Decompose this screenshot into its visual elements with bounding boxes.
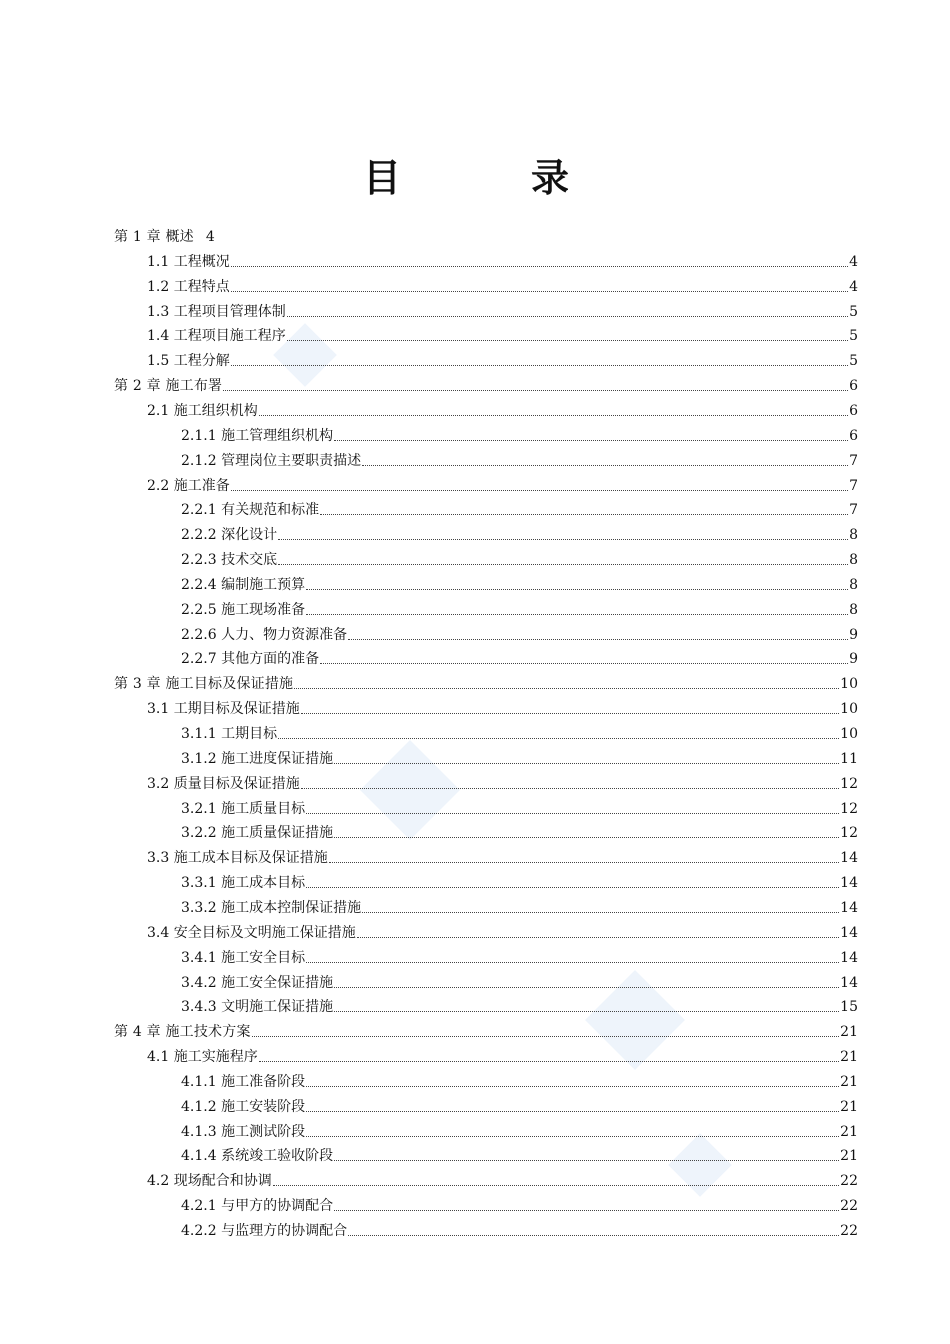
toc-entry-page: 14 [840, 974, 858, 991]
toc-entry-page: 10 [840, 726, 858, 742]
toc-leader-dots [357, 937, 839, 938]
toc-entry[interactable] [147, 299, 858, 321]
toc-entry-page: 21 [840, 1024, 858, 1041]
toc-entry-page: 11 [840, 750, 858, 767]
toc-entry-page: 5 [849, 353, 858, 370]
toc-leader-dots [306, 962, 839, 963]
toc-entry[interactable] [181, 1119, 858, 1141]
toc-entry-page: 10 [840, 701, 858, 718]
toc-entry-label: 2.1.2 管理岗位主要职责描述 [181, 452, 362, 469]
toc-leader-dots [362, 912, 839, 913]
toc-entry-page: 14 [840, 850, 858, 867]
toc-leader-dots [348, 1235, 839, 1236]
toc-entry-page: 7 [849, 452, 858, 469]
toc-entry-page: 4 [849, 278, 858, 295]
toc-entry-page: 4 [849, 253, 858, 270]
toc-leader-dots [231, 490, 848, 491]
toc-leader-dots [362, 465, 848, 466]
toc-leader-dots [334, 1160, 839, 1161]
toc-entry[interactable] [181, 1069, 858, 1091]
toc-entry[interactable] [181, 522, 858, 544]
toc-entry[interactable] [147, 920, 858, 942]
toc-entry[interactable] [181, 622, 858, 644]
toc-entry[interactable] [181, 970, 858, 992]
toc-entry-page: 21 [840, 1049, 858, 1066]
toc-entry-page: 22 [840, 1223, 858, 1239]
toc-entry-page: 12 [840, 825, 858, 842]
toc-leader-dots [306, 1086, 839, 1087]
toc-entry[interactable] [114, 373, 858, 395]
toc-entry-page: 14 [840, 924, 858, 941]
toc-entry-label: 3.4.1 施工安全目标 [181, 949, 306, 966]
toc-leader-dots [278, 564, 848, 565]
toc-entry-page: 7 [849, 477, 858, 494]
toc-entry[interactable] [181, 547, 858, 569]
toc-entry-page: 22 [840, 1198, 858, 1215]
toc-entry-label: 1.2 工程特点 [147, 278, 230, 295]
toc-leader-dots [278, 738, 839, 739]
toc-entry-label: 2.2.7 其他方面的准备 [181, 651, 320, 668]
toc-entry-label: 3.2.1 施工质量目标 [181, 800, 306, 817]
toc-entry[interactable] [147, 323, 858, 345]
toc-entry-label: 4.2.1 与甲方的协调配合 [181, 1198, 334, 1215]
toc-entry-page: 21 [840, 1148, 858, 1165]
toc-leader-dots [306, 589, 848, 590]
toc-entry-page: 6 [849, 402, 858, 419]
toc-entry-label: 3.1 工期目标及保证措施 [147, 701, 300, 718]
toc-entry[interactable] [147, 473, 858, 495]
toc-entry-page: 22 [840, 1173, 858, 1190]
toc-leader-dots [294, 688, 839, 689]
toc-entry-page: 5 [849, 328, 858, 345]
toc-entry[interactable] [181, 994, 858, 1016]
toc-entry[interactable] [181, 423, 858, 445]
toc-entry[interactable] [181, 870, 858, 892]
toc-leader-dots [334, 763, 839, 764]
toc-entry[interactable] [181, 646, 858, 668]
toc-entry[interactable] [181, 1193, 858, 1215]
toc-entry-label: 3.4.3 文明施工保证措施 [181, 999, 334, 1016]
toc-leader-dots [348, 639, 848, 640]
toc-entry-page: 8 [849, 576, 858, 593]
toc-entry-label: 3.4 安全目标及文明施工保证措施 [147, 924, 356, 941]
toc-entry-label: 第 4 章 施工技术方案 [114, 1024, 251, 1041]
toc-leader-dots [278, 539, 848, 540]
toc-entry-label: 第 3 章 施工目标及保证措施 [114, 676, 294, 693]
toc-entry-label: 2.2.4 编制施工预算 [181, 576, 306, 593]
toc-entry[interactable] [181, 945, 858, 967]
toc-entry-label: 4.2 现场配合和协调 [147, 1173, 272, 1190]
toc-entry[interactable] [147, 1168, 858, 1190]
toc-entry-label: 3.1.2 施工进度保证措施 [181, 750, 334, 767]
toc-entry-label: 1.5 工程分解 [147, 353, 230, 370]
toc-leader-dots [287, 340, 848, 341]
toc-entry-label: 4.1.3 施工测试阶段 [181, 1123, 306, 1140]
toc-entry[interactable] [147, 696, 858, 718]
toc-entry[interactable] [147, 249, 858, 271]
toc-entry-label: 1.1 工程概况 [147, 253, 230, 270]
toc-entry[interactable] [114, 224, 314, 246]
toc-leader-dots [259, 1061, 839, 1062]
toc-entry-page: 12 [840, 775, 858, 792]
toc-entry[interactable] [147, 274, 858, 296]
toc-leader-dots [231, 365, 848, 366]
toc-entry-page: 14 [840, 949, 858, 966]
toc-entry-label: 2.2 施工准备 [147, 477, 230, 494]
toc-entry[interactable] [181, 746, 858, 768]
toc-entry-page: 5 [849, 303, 858, 320]
toc-entry-page: 14 [840, 875, 858, 892]
toc-leader-dots [223, 390, 848, 391]
toc-entry[interactable] [147, 398, 858, 420]
toc-entry-label: 4.1.2 施工安装阶段 [181, 1098, 306, 1115]
toc-entry-label: 2.1 施工组织机构 [147, 402, 258, 419]
toc-entry[interactable] [181, 796, 858, 818]
toc-leader-dots [306, 1111, 839, 1112]
toc-entry[interactable] [147, 1044, 858, 1066]
toc-entry[interactable] [114, 1019, 858, 1041]
toc-leader-dots [334, 440, 848, 441]
toc-leader-dots [320, 514, 848, 515]
toc-leader-dots [334, 1210, 839, 1211]
toc-entry-page: 8 [849, 601, 858, 618]
toc-entry[interactable] [181, 1094, 858, 1116]
toc-entry-page: 9 [849, 626, 858, 643]
toc-entry-page: 21 [840, 1098, 858, 1115]
toc-entry-label: 3.3.2 施工成本控制保证措施 [181, 899, 362, 916]
toc-entry-page: 7 [849, 502, 858, 519]
toc-entry-label: 2.1.1 施工管理组织机构 [181, 427, 334, 444]
toc-entry[interactable] [181, 895, 858, 917]
toc-entry[interactable] [181, 597, 858, 619]
toc-entry-page: 8 [849, 527, 858, 544]
toc-entry-label: 第 1 章 概述 [114, 229, 194, 245]
toc-entry-page: 6 [849, 427, 858, 444]
toc-entry-page: 21 [840, 1073, 858, 1090]
toc-entry-page: 6 [849, 378, 858, 395]
toc-entry[interactable] [181, 820, 858, 842]
toc-entry-label: 2.2.2 深化设计 [181, 527, 278, 544]
toc-entry-label: 4.2.2 与监理方的协调配合 [181, 1223, 348, 1239]
toc-entry-label: 3.3 施工成本目标及保证措施 [147, 850, 328, 867]
toc-entry-page: 9 [849, 651, 858, 668]
toc-leader-dots [334, 837, 839, 838]
toc-entry-page: 15 [840, 999, 858, 1016]
toc-entry[interactable] [181, 1218, 858, 1240]
toc-leader-dots [306, 887, 839, 888]
toc-entry-page: 21 [840, 1123, 858, 1140]
toc-leader-dots [306, 1136, 839, 1137]
toc-leader-dots [334, 1011, 839, 1012]
toc-leader-dots [259, 415, 848, 416]
toc-entry[interactable] [181, 448, 858, 470]
toc-leader-dots [252, 1036, 840, 1037]
toc-entry-label: 1.4 工程项目施工程序 [147, 328, 286, 345]
toc-entry[interactable] [147, 348, 858, 370]
toc-entry-label: 3.2.2 施工质量保证措施 [181, 825, 334, 842]
toc-leader-dots [329, 862, 839, 863]
toc-entry-label: 3.1.1 工期目标 [181, 726, 278, 742]
toc-leader-dots [306, 614, 848, 615]
toc-leader-dots [301, 788, 839, 789]
toc-entry-page: 10 [840, 676, 858, 693]
toc-entry-page: 14 [840, 899, 858, 916]
toc-entry-label: 4.1 施工实施程序 [147, 1049, 258, 1066]
toc-leader-dots [231, 291, 848, 292]
toc-entry[interactable] [147, 845, 858, 867]
toc-entry-label: 2.2.5 施工现场准备 [181, 601, 306, 618]
toc-leader-dots [320, 663, 848, 664]
toc-entry-label: 3.2 质量目标及保证措施 [147, 775, 300, 792]
toc-leader-dots [306, 813, 839, 814]
toc-entry-label: 2.2.3 技术交底 [181, 552, 278, 569]
toc-entry-page: 8 [849, 552, 858, 569]
toc-leader-dots [231, 266, 848, 267]
toc-entry-label: 3.3.1 施工成本目标 [181, 875, 306, 892]
toc-entry-label: 2.2.6 人力、物力资源准备 [181, 626, 348, 643]
toc-entry[interactable] [181, 572, 858, 594]
toc-entry-label: 2.2.1 有关规范和标准 [181, 502, 320, 519]
toc-leader-dots [287, 316, 848, 317]
toc-leader-dots [273, 1185, 839, 1186]
toc-leader-dots [301, 713, 839, 714]
toc-entry-label: 1.3 工程项目管理体制 [147, 303, 286, 320]
toc-entry[interactable] [181, 721, 858, 743]
toc-entry[interactable] [181, 1143, 858, 1165]
toc-entry[interactable] [114, 671, 858, 693]
toc-entry-page: 12 [840, 800, 858, 817]
toc-entry-page: 4 [205, 229, 215, 245]
toc-leader-dots [334, 987, 839, 988]
toc-entry-label: 3.4.2 施工安全保证措施 [181, 974, 334, 991]
toc-entry[interactable] [147, 771, 858, 793]
toc-entry[interactable] [181, 497, 858, 519]
page-title: 目 录 [362, 156, 615, 200]
toc-entry-label: 第 2 章 施工布署 [114, 378, 223, 395]
toc-entry-label: 4.1.4 系统竣工验收阶段 [181, 1148, 334, 1165]
toc-entry-label: 4.1.1 施工准备阶段 [181, 1073, 306, 1090]
